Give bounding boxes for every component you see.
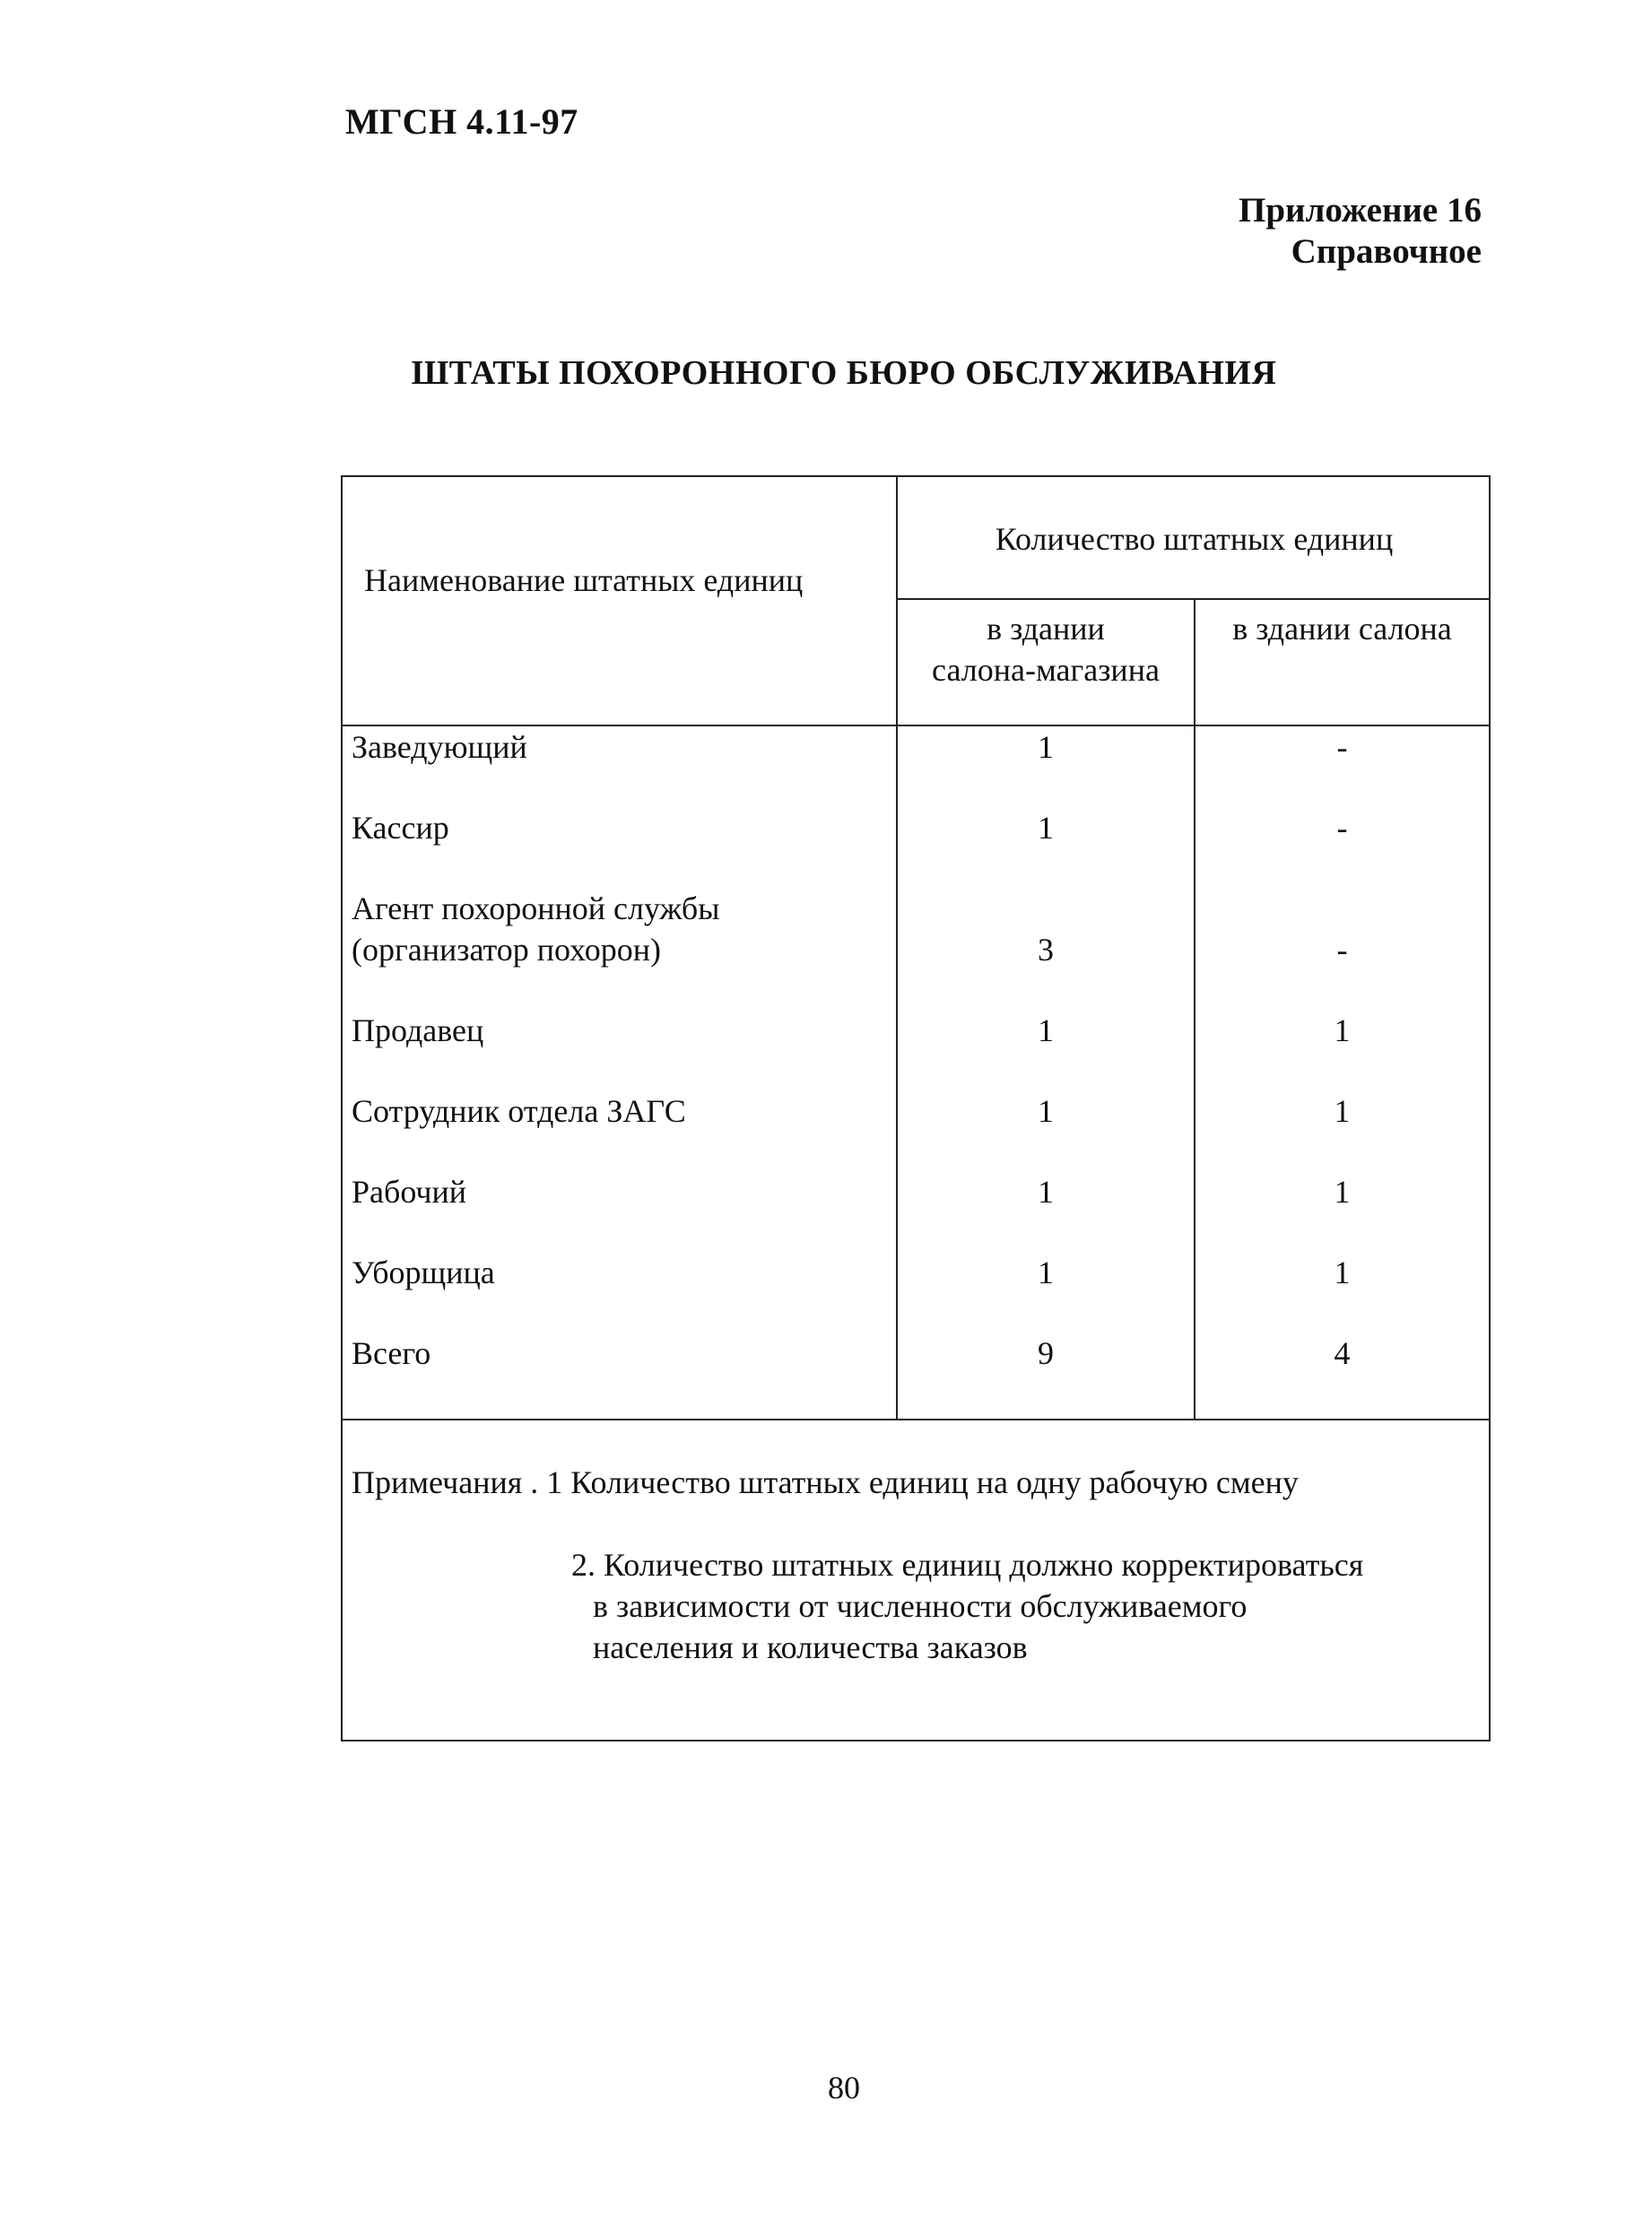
row-salon-total: 4	[1334, 1335, 1351, 1371]
appendix-label: Приложение 16	[1239, 191, 1482, 230]
header-col-shop	[898, 608, 1194, 690]
row-salon: -	[1336, 729, 1348, 765]
note-2	[571, 1544, 1363, 1668]
header-name-col: Наименование штатных единиц	[364, 562, 804, 598]
row-salon: 1	[1334, 1174, 1351, 1210]
header-qty-group: Количество штатных единиц	[995, 521, 1394, 557]
row-salon: 1	[1334, 1255, 1351, 1290]
row-name: Сотрудник отдела ЗАГС	[352, 1093, 686, 1129]
row-shop: 1	[1038, 810, 1054, 846]
header-col-shop-line2: салона-магазина	[932, 652, 1160, 688]
appendix-header	[1239, 190, 1482, 273]
row-name-line1: Агент похоронной службы	[352, 890, 720, 926]
body-bottom-line	[343, 1419, 1489, 1420]
row-salon: 1	[1334, 1093, 1351, 1129]
row-salon: 1	[1334, 1012, 1351, 1048]
row-name: Заведующий	[352, 729, 527, 765]
qty-group-line	[896, 598, 1489, 600]
appendix-type: Справочное	[1291, 232, 1482, 271]
note-2-line3: населения и количества заказов	[593, 1629, 1028, 1665]
row-name: Кассир	[352, 810, 449, 846]
row-salon: -	[1336, 932, 1348, 968]
row-shop: 1	[1038, 1255, 1054, 1290]
document-code: МГСН 4.11-97	[345, 101, 578, 142]
row-name-line2: (организатор похорон)	[352, 932, 662, 968]
staff-table	[341, 475, 1491, 1741]
row-shop: 1	[1038, 729, 1054, 765]
row-salon: -	[1336, 810, 1348, 846]
row-name: Рабочий	[352, 1174, 467, 1210]
col-divider-2	[1194, 598, 1196, 1419]
row-name: Уборщица	[352, 1255, 495, 1290]
row-shop: 1	[1038, 1093, 1054, 1129]
row-name	[352, 888, 719, 970]
note-2-line1: 2. Количество штатных единиц должно корректироваться	[571, 1547, 1364, 1583]
note-1: Примечания . 1 Количество штатных единиц на одну рабочую смену	[352, 1464, 1299, 1500]
page-title: ШТАТЫ ПОХОРОННОГО БЮРО ОБСЛУЖИВАНИЯ	[411, 354, 1277, 392]
page-number: 80	[828, 2070, 860, 2106]
header-col-shop-line1: в здании	[987, 611, 1105, 647]
row-shop: 1	[1038, 1174, 1054, 1210]
note-2-line2: в зависимости от численности обслуживаемого	[593, 1588, 1248, 1624]
row-shop-total: 9	[1038, 1335, 1054, 1371]
row-name: Продавец	[352, 1012, 484, 1048]
header-col-salon: в здании салона	[1232, 611, 1452, 647]
row-shop: 1	[1038, 1012, 1054, 1048]
row-name-total: Всего	[352, 1335, 431, 1371]
row-shop: 3	[1038, 932, 1054, 968]
